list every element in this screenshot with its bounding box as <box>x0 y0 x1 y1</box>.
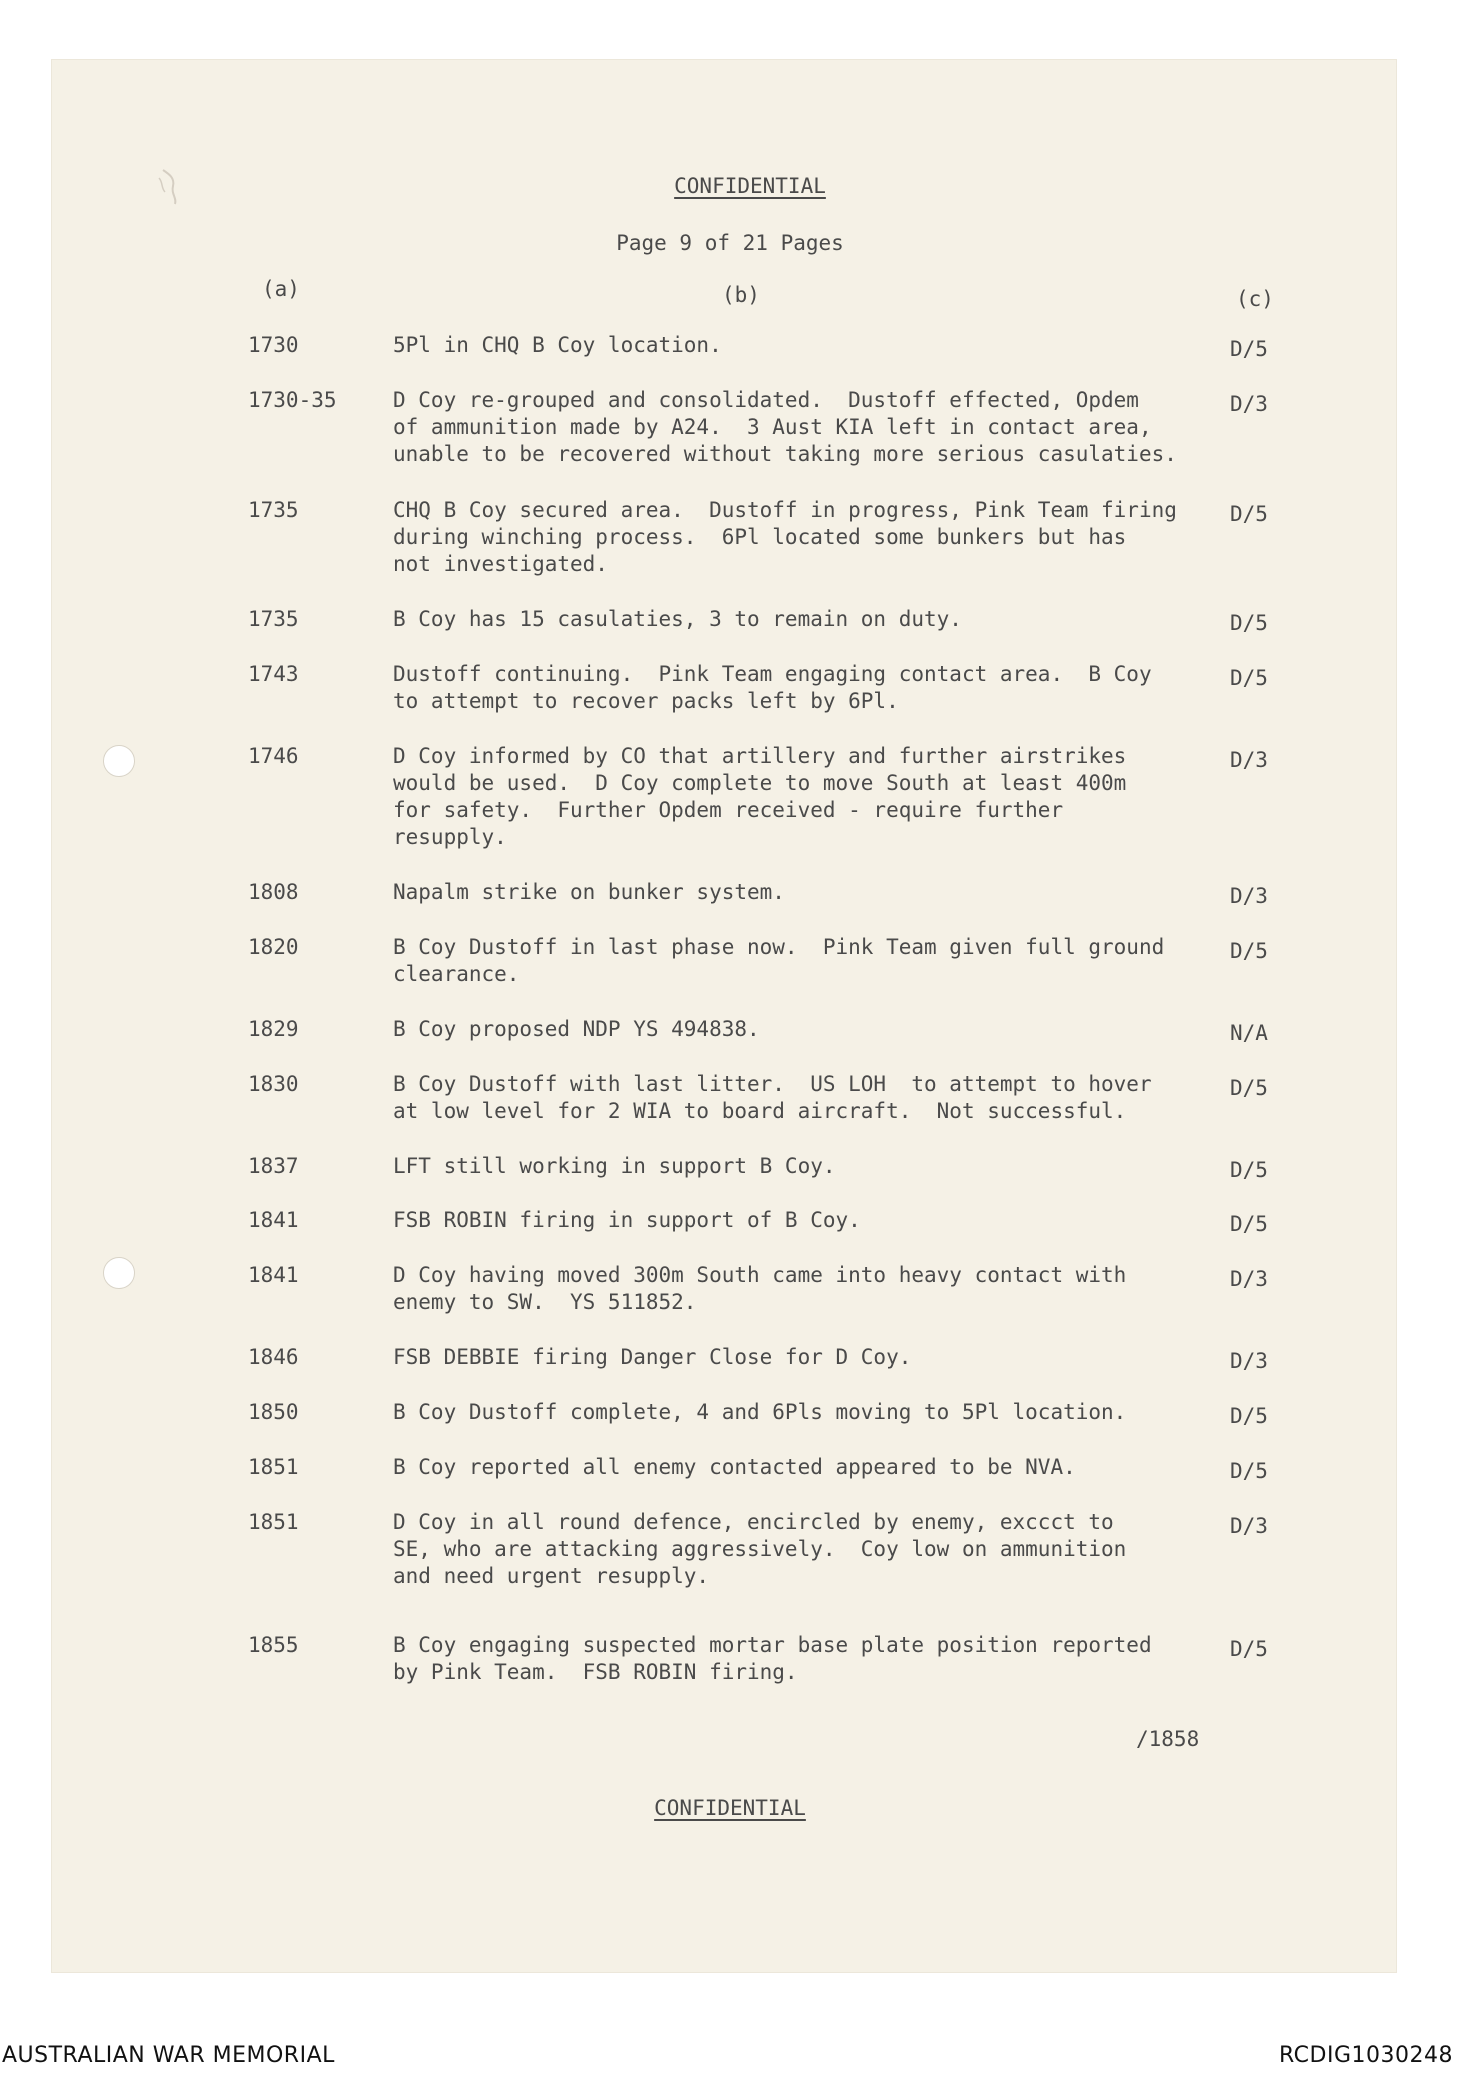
classification-bottom: CONFIDENTIAL <box>654 1796 806 1820</box>
record-id: RCDIG1030248 <box>1278 2043 1453 2068</box>
entry-ref: D/3 <box>1230 1267 1268 1291</box>
entry-text: D Coy in all round defence, encircled by enemy, exccct to SE, who are attacking aggressively. Coy low on ammunition and need urgent resupply. <box>393 1510 1127 1588</box>
institution-label: AUSTRALIAN WAR MEMORIAL <box>2 2043 335 2068</box>
entry-time: 1837 <box>248 1154 299 1178</box>
entry-text: B Coy Dustoff complete, 4 and 6Pls moving to 5Pl location. <box>393 1400 1127 1424</box>
entry-ref: D/5 <box>1230 666 1268 690</box>
entry-time: 1808 <box>248 880 299 904</box>
entry-text: D Coy having moved 300m South came into heavy contact with enemy to SW. YS 511852. <box>393 1263 1127 1314</box>
entry-ref: D/5 <box>1230 1076 1268 1100</box>
entry-ref: D/5 <box>1230 1459 1268 1483</box>
entry-time: 1846 <box>248 1345 299 1369</box>
entry-time: 1735 <box>248 607 299 631</box>
log-entry <box>0 1071 1459 1123</box>
entry-time: 1851 <box>248 1455 299 1479</box>
log-entry <box>0 743 1459 849</box>
entry-text: B Coy engaging suspected mortar base plate position reported by Pink Team. FSB ROBIN firing. <box>393 1633 1152 1684</box>
log-entry <box>0 934 1459 986</box>
log-entry <box>0 1262 1459 1314</box>
page-indicator: Page 9 of 21 Pages <box>616 231 844 255</box>
column-header-c: (c) <box>1236 287 1274 311</box>
entry-ref: D/5 <box>1230 1158 1268 1182</box>
log-entry <box>0 1207 1459 1236</box>
entry-ref: D/3 <box>1230 1514 1268 1538</box>
entry-text: CHQ B Coy secured area. Dustoff in progress, Pink Team firing during winching process. 6Pl located some bunkers but has not investigated. <box>393 498 1177 576</box>
log-entry <box>0 661 1459 713</box>
classification-top: CONFIDENTIAL <box>674 174 826 198</box>
entry-time: 1841 <box>248 1263 299 1287</box>
entry-text: B Coy Dustoff in last phase now. Pink Team given full ground clearance. <box>393 935 1165 986</box>
entry-text: Napalm strike on bunker system. <box>393 880 785 904</box>
entry-time: 1735 <box>248 498 299 522</box>
entry-ref: N/A <box>1230 1021 1268 1045</box>
entry-ref: D/5 <box>1230 1212 1268 1236</box>
entry-time: 1830 <box>248 1072 299 1096</box>
entry-time: 1743 <box>248 662 299 686</box>
entry-ref: D/3 <box>1230 884 1268 908</box>
column-header-b: (b) <box>722 283 760 307</box>
entry-text: B Coy Dustoff with last litter. US LOH to attempt to hover at low level for 2 WIA to board aircraft. Not successful. <box>393 1072 1152 1123</box>
entry-text: B Coy reported all enemy contacted appeared to be NVA. <box>393 1455 1076 1479</box>
log-entry <box>0 1016 1459 1045</box>
log-entry <box>0 1344 1459 1373</box>
entry-text: 5Pl in CHQ B Coy location. <box>393 333 722 357</box>
entry-text: D Coy informed by CO that artillery and further airstrikes would be used. D Coy complete to move South at least 400m for safety. Further Opdem received - require further resupply. <box>393 744 1127 849</box>
entry-text: LFT still working in support B Coy. <box>393 1154 836 1178</box>
entry-time: 1746 <box>248 744 299 768</box>
entry-text: B Coy has 15 casulaties, 3 to remain on duty. <box>393 607 962 631</box>
log-entry <box>0 387 1459 466</box>
entry-time: 1730 <box>248 333 299 357</box>
entry-time: 1851 <box>248 1510 299 1534</box>
entry-time: 1820 <box>248 935 299 959</box>
entry-ref: D/5 <box>1230 1404 1268 1428</box>
entry-text: FSB ROBIN firing in support of B Coy. <box>393 1208 861 1232</box>
entry-time: 1829 <box>248 1017 299 1041</box>
entry-text: FSB DEBBIE firing Danger Close for D Coy. <box>393 1345 912 1369</box>
log-entry <box>0 606 1459 635</box>
entry-text: B Coy proposed NDP YS 494838. <box>393 1017 760 1041</box>
log-entry <box>0 1399 1459 1428</box>
entry-ref: D/5 <box>1230 337 1268 361</box>
entry-text: D Coy re-grouped and consolidated. Dustoff effected, Opdem of ammunition made by A24. 3 Aust KIA left in contact area, unable to be recovered without taking more serious casulaties. <box>393 388 1177 466</box>
punch-hole <box>103 745 135 777</box>
entry-ref: D/3 <box>1230 748 1268 772</box>
entry-time: 1730-35 <box>248 388 337 412</box>
log-entry <box>0 1509 1459 1588</box>
entry-ref: D/5 <box>1230 502 1268 526</box>
log-entry <box>0 1632 1459 1684</box>
paper-mark-icon <box>155 168 181 206</box>
entry-time: 1855 <box>248 1633 299 1657</box>
log-entry <box>0 497 1459 576</box>
entry-ref: D/5 <box>1230 611 1268 635</box>
entry-time: 1850 <box>248 1400 299 1424</box>
column-header-a: (a) <box>262 277 300 301</box>
log-entry <box>0 879 1459 908</box>
log-entry <box>0 1454 1459 1483</box>
continuation-marker: /1858 <box>1136 1727 1200 1751</box>
entry-ref: D/5 <box>1230 1637 1268 1661</box>
entry-text: Dustoff continuing. Pink Team engaging contact area. B Coy to attempt to recover packs left by 6Pl. <box>393 662 1152 713</box>
entry-ref: D/3 <box>1230 392 1268 416</box>
log-entry <box>0 332 1459 361</box>
entry-time: 1841 <box>248 1208 299 1232</box>
entry-ref: D/3 <box>1230 1349 1268 1373</box>
log-entry <box>0 1153 1459 1182</box>
entry-ref: D/5 <box>1230 939 1268 963</box>
